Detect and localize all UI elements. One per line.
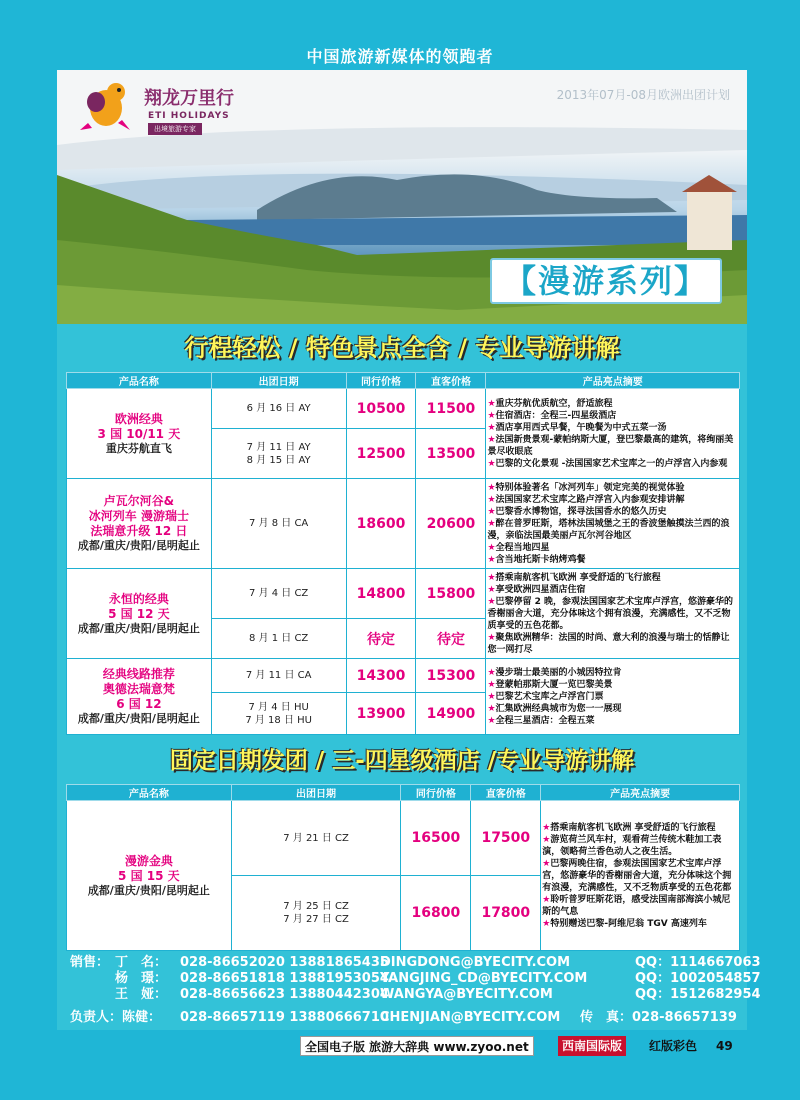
col-header-product: 产品名称 [67, 785, 232, 801]
trade-price: 12500 [346, 429, 416, 479]
highlight-item: ★醉在普罗旺斯，塔林法国城堡之王的香波堡触摸法兰西的浪漫，亲临法国最美丽卢瓦尔河谷地区 [487, 518, 730, 541]
contact-email[interactable]: DINGDONG@BYECITY.COM [380, 955, 571, 970]
product-departure: 成都/重庆/贵阳/昆明起止 [77, 539, 200, 552]
series-title: 【漫游系列】 [490, 258, 722, 304]
trade-price: 14800 [346, 569, 416, 619]
product-cell [67, 801, 232, 951]
highlight-item: ★享受欧洲四星酒店住宿 [487, 584, 586, 595]
highlight-item: ★登蒙帕那斯大厦一览巴黎美景 [487, 679, 613, 690]
product-name: 经典线路推荐 [102, 667, 175, 681]
highlights-cell [486, 569, 740, 659]
highlight-item: ★特别体验著名「冰河列车」领定完美的视觉体验 [487, 482, 685, 493]
product-departure: 成都/重庆/贵阳/昆明起止 [77, 712, 200, 725]
highlight-item: ★住宿酒店：全程三-四星级酒店 [487, 410, 617, 421]
highlight-item: ★含当地托斯卡纳烤鸡餐 [487, 554, 586, 565]
itinerary-table-2 [66, 784, 740, 951]
table-row[interactable] [67, 659, 740, 693]
departure-date: 7 月 4 日 CZ [211, 569, 346, 619]
plan-period: 2013年07月-08月欧洲出团计划 [556, 88, 730, 102]
trade-price: 16800 [401, 876, 471, 951]
contact-email[interactable]: YANGJING_CD@BYECITY.COM [380, 971, 588, 986]
departure-date: 6 月 16 日 AY [211, 389, 346, 429]
highlight-item: ★巴黎两晚住宿，参观法国国家艺术宝库卢浮宫，悠游豪华的香榭丽舍大道，充分体味这个拥有浪漫，充满感性，又不乏物质享受的五色花都 [542, 858, 732, 893]
itinerary-table-1 [66, 372, 740, 735]
product-name: 永恒的经典 [108, 591, 169, 606]
contact-phone: 028-86652020 13881865435 [180, 955, 389, 970]
logo-tagline: 出境旅游专家 [148, 123, 202, 135]
highlight-item: ★巴黎香水博物馆，探寻法国香水的悠久历史 [487, 506, 667, 517]
footer-edition-label: 全国电子版 旅游大辞典 www.zyoo.net [300, 1036, 534, 1056]
trade-price: 10500 [346, 389, 416, 429]
contact-qq: QQ：1512682954 [635, 987, 761, 1002]
product-name: 卢瓦尔河谷& [103, 494, 175, 508]
highlight-item: ★特别赠送巴黎-阿维尼翁 TGV 高速列车 [542, 918, 707, 929]
product-days: 5 国 15 天 [118, 868, 180, 883]
table-row[interactable] [67, 479, 740, 569]
highlight-item: ★搭乘南航客机飞欧洲 享受舒适的飞行旅程 [542, 822, 716, 833]
retail-price: 17800 [471, 876, 541, 951]
retail-price: 15800 [416, 569, 486, 619]
retail-price: 20600 [416, 479, 486, 569]
product-cell [67, 569, 212, 659]
highlight-item: ★漫步瑞士最美丽的小城因特拉肯 [487, 667, 622, 678]
highlight-item: ★巴黎停留 2 晚，参观法国国家艺术宝库卢浮宫，悠游豪华的香榭丽舍大道，充分体味这个拥有浪漫，充满感性，又不乏物质享受的五色花都。 [487, 596, 734, 631]
col-header-highlights: 产品亮点摘要 [541, 785, 740, 801]
contact-name: 丁 名： [115, 955, 168, 970]
kangaroo-logo-icon [78, 78, 136, 133]
trade-price: 待定 [346, 619, 416, 659]
departure-date: 7 月 4 日 HU 7 月 18 日 HU [211, 693, 346, 735]
highlight-item: ★巴黎艺术宝库之卢浮宫门票 [487, 691, 604, 702]
trade-price: 18600 [346, 479, 416, 569]
table-row[interactable] [67, 801, 740, 876]
product-name: 法瑞意升级 12 日 [90, 524, 188, 538]
departure-date: 7 月 11 日 CA [211, 659, 346, 693]
product-days: 6 国 12 [116, 697, 162, 711]
contact-name: 杨 璟： [115, 971, 168, 986]
departure-date: 7 月 21 日 CZ [231, 801, 401, 876]
product-departure: 成都/重庆/贵阳/昆明起止 [87, 883, 210, 897]
footer-region: 西南国际版 [558, 1036, 626, 1056]
highlight-item: ★全程当地四星 [487, 542, 550, 553]
product-cell [67, 479, 212, 569]
page-number: 49 [716, 1039, 733, 1053]
product-departure: 重庆芬航直飞 [105, 441, 172, 455]
highlight-item: ★酒店享用西式早餐，午晚餐为中式五菜一汤 [487, 422, 667, 433]
highlight-item: ★聆听普罗旺斯花语，感受法国南部海滨小城尼斯的气息 [542, 894, 731, 917]
highlight-item: ★游览荷兰风车村，观看荷兰传统木鞋加工表演，领略荷兰香色动人之夜生活。 [542, 834, 722, 857]
highlight-item: ★巴黎的文化景观 -法国国家艺术宝库之一的卢浮宫入内参观 [487, 458, 728, 469]
table-header-row [67, 785, 740, 801]
highlight-item: ★聚焦欧洲精华：法国的时尚、意大利的浪漫与瑞士的恬静让您一网打尽 [487, 632, 730, 655]
retail-price: 15300 [416, 659, 486, 693]
footer-color-edition: 红版彩色 [649, 1039, 698, 1053]
col-header-retail-price: 直客价格 [471, 785, 541, 801]
contact-qq: QQ：1114667063 [635, 955, 761, 970]
trade-price: 14300 [346, 659, 416, 693]
footer-url[interactable]: www.zyoo.net [433, 1040, 529, 1054]
logo-en-text: ETI HOLIDAYS [148, 111, 230, 121]
contact-phone: 028-86656623 13880442304 [180, 987, 389, 1002]
retail-price: 13500 [416, 429, 486, 479]
product-departure: 成都/重庆/贵阳/昆明起止 [77, 621, 200, 635]
table-header-row [67, 373, 740, 389]
highlights-cell [486, 389, 740, 479]
product-name: 奥德法瑞意梵 [102, 682, 175, 696]
retail-price: 待定 [416, 619, 486, 659]
table-row[interactable] [67, 389, 740, 429]
product-cell [67, 659, 212, 735]
highlight-item: ★法国新贵景观-蒙帕纳斯大厦，登巴黎最高的建筑，将绚丽美景尽收眼底 [487, 434, 734, 457]
col-header-highlights: 产品亮点摘要 [486, 373, 740, 389]
col-header-trade-price: 同行价格 [346, 373, 416, 389]
highlight-item: ★法国国家艺术宝库之路卢浮宫入内参观安排讲解 [487, 494, 685, 505]
trade-price: 16500 [401, 801, 471, 876]
highlights-cell [541, 801, 740, 951]
trade-price: 13900 [346, 693, 416, 735]
contact-email[interactable]: WANGYA@BYECITY.COM [380, 987, 553, 1002]
highlights-cell [486, 659, 740, 735]
contact-name: 王 娅： [115, 987, 168, 1002]
highlight-item: ★搭乘南航客机飞欧洲 享受舒适的飞行旅程 [487, 572, 661, 583]
highlight-item: ★汇集欧洲经典城市为您一一展现 [487, 703, 622, 714]
retail-price: 17500 [471, 801, 541, 876]
fax-number: 传 真：028-86657139 [580, 1010, 737, 1025]
col-header-date: 出团日期 [231, 785, 401, 801]
departure-date: 7 月 11 日 AY 8 月 15 日 AY [211, 429, 346, 479]
col-header-product: 产品名称 [67, 373, 212, 389]
retail-price: 14900 [416, 693, 486, 735]
product-days: 3 国 10/11 天 [97, 426, 181, 441]
product-cell [67, 389, 212, 479]
sales-label: 销售： [70, 955, 110, 970]
highlight-item: ★全程三星酒店：全程五菜 [487, 715, 595, 726]
departure-date: 8 月 1 日 CZ [211, 619, 346, 659]
retail-price: 11500 [416, 389, 486, 429]
logo-cn-text: 翔龙万里行 [144, 88, 234, 109]
highlight-item: ★重庆芬航优质航空，舒适旅程 [487, 398, 613, 409]
product-name: 冰河列车 漫游瑞士 [88, 509, 189, 523]
contact-phone: 028-86651818 13881953054 [180, 971, 389, 986]
col-header-date: 出团日期 [211, 373, 346, 389]
footer-bar [300, 1036, 750, 1058]
brand-logo[interactable] [78, 78, 298, 138]
manager-label: 负责人：陈健： [70, 1010, 162, 1025]
product-days: 5 国 12 天 [108, 606, 170, 621]
departure-date: 7 月 25 日 CZ 7 月 27 日 CZ [231, 876, 401, 951]
highlights-cell [486, 479, 740, 569]
section-heading-2: 固定日期发团 / 三-四星级酒店 /专业导游讲解 [169, 748, 635, 774]
col-header-retail-price: 直客价格 [416, 373, 486, 389]
manager-phone: 028-86657119 13880666710 [180, 1010, 389, 1025]
table-row[interactable] [67, 569, 740, 619]
contact-qq: QQ：1002054857 [635, 971, 761, 986]
manager-email[interactable]: CHENJIAN@BYECITY.COM [380, 1010, 561, 1025]
section-heading-1: 行程轻松 / 特色景点全含 / 专业导游讲解 [184, 334, 620, 362]
product-name: 欧洲经典 [114, 411, 163, 426]
product-name: 漫游金典 [124, 853, 173, 868]
col-header-trade-price: 同行价格 [401, 785, 471, 801]
departure-date: 7 月 8 日 CA [211, 479, 346, 569]
slogan: 中国旅游新媒体的领跑者 [306, 47, 494, 66]
